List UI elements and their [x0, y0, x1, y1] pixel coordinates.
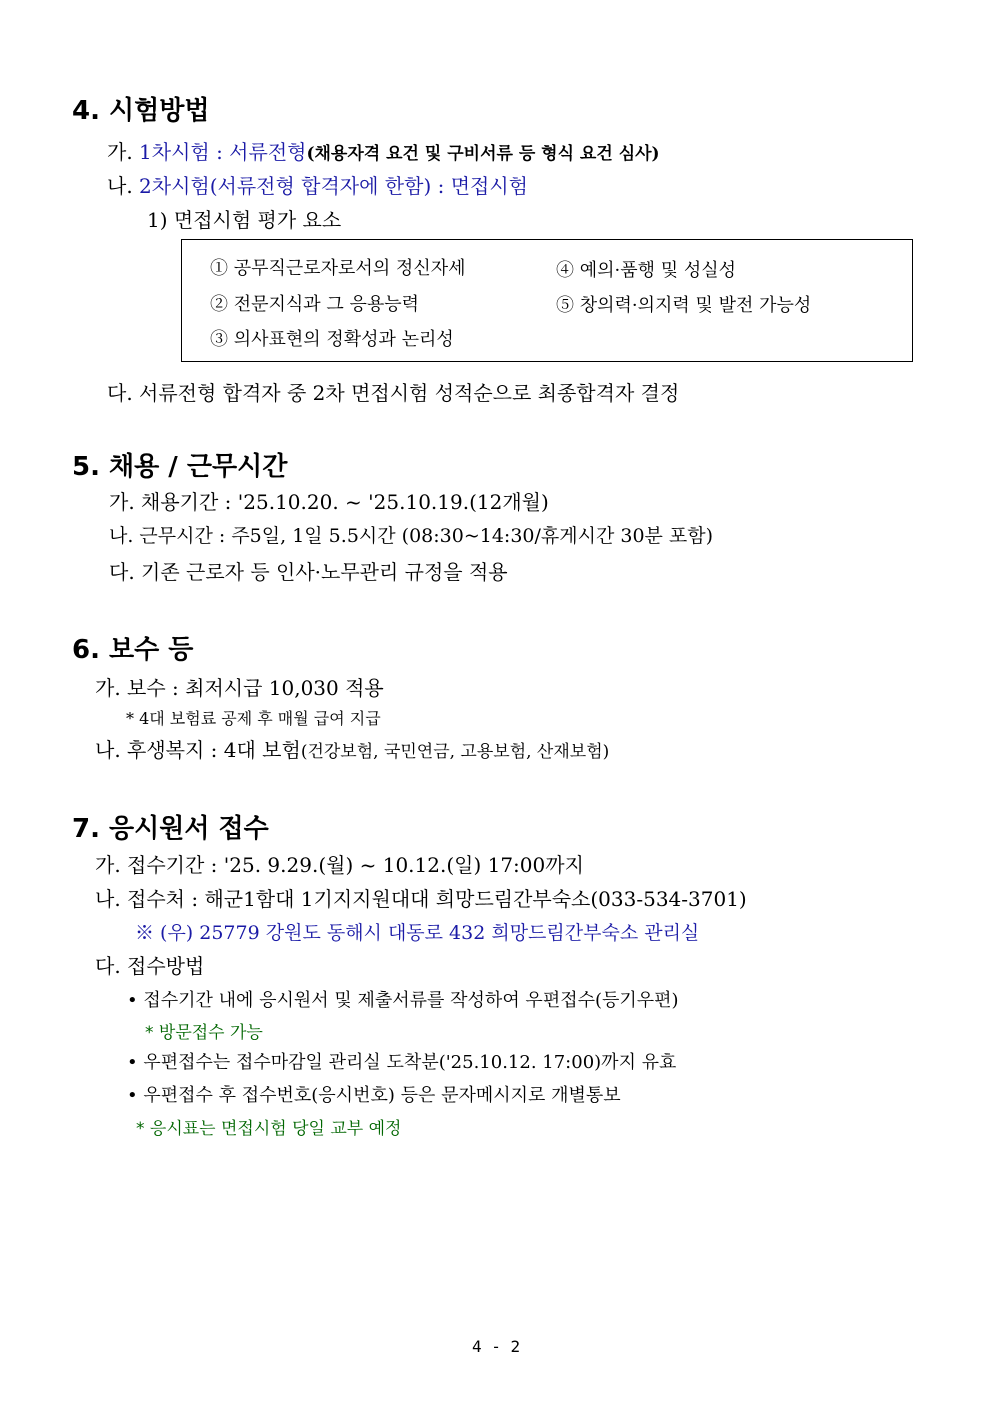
s7-bullet-3: • 우편접수 후 접수번호(응시번호) 등은 문자메시지로 개별통보 — [127, 1085, 621, 1106]
s4-na-prefix: 나. — [107, 174, 140, 198]
s4-na-text: 2차시험(서류전형 합격자에 한함) : 면접시험 — [139, 174, 528, 198]
s4-sub1: 1) 면접시험 평가 요소 — [147, 208, 342, 232]
s7-bullet-1-note: * 방문접수 가능 — [145, 1023, 263, 1043]
s5-item-na: 나. 근무시간 : 주5일, 1일 5.5시간 (08:30~14:30/휴게시간 30분 포함) — [109, 525, 714, 547]
criteria-item-2: ② 전문지식과 그 응용능력 — [210, 294, 420, 315]
criteria-item-3: ③ 의사표현의 정확성과 논리성 — [210, 329, 454, 350]
s7-bullet-2: • 우편접수는 접수마감일 관리실 도착분('25.10.12. 17:00)까지 유효 — [127, 1052, 677, 1073]
s7-na-note: ※ (우) 25779 강원도 동해시 대동로 432 희망드림간부숙소 관리실 — [135, 922, 700, 944]
s6-na-main: 나. 후생복지 : 4대 보험 — [95, 738, 301, 762]
s6-item-ga: 가. 보수 : 최저시급 10,030 적용 — [95, 676, 384, 700]
s4-ga-note: (채용자격 요건 및 구비서류 등 형식 요건 심사) — [306, 144, 660, 164]
s6-na-note: (건강보험, 국민연금, 고용보험, 산재보험) — [300, 742, 610, 762]
s4-item-da: 다. 서류전형 합격자 중 2차 면접시험 성적순으로 최종합격자 결정 — [107, 381, 680, 405]
criteria-item-1: ① 공무직근로자로서의 정신자세 — [210, 258, 466, 279]
s5-item-da: 다. 기존 근로자 등 인사·노무관리 규정을 적용 — [109, 560, 508, 584]
section-6-heading: 6. 보수 등 — [72, 635, 194, 665]
s6-item-na — [95, 734, 609, 763]
s7-bullet-3-note: * 응시표는 면접시험 당일 교부 예정 — [136, 1119, 402, 1139]
s4-ga-prefix: 가. — [107, 140, 140, 164]
s7-bullet-1: • 접수기간 내에 응시원서 및 제출서류를 작성하여 우편접수(등기우편) — [127, 990, 679, 1011]
s4-item-ga — [107, 136, 660, 165]
s4-ga-round: 1차시험 : 서류전형 — [139, 140, 307, 164]
s4-item-na — [107, 170, 528, 199]
s7-item-ga: 가. 접수기간 : '25. 9.29.(월) ~ 10.12.(일) 17:00까지 — [95, 853, 584, 877]
s5-item-ga: 가. 채용기간 : '25.10.20. ~ '25.10.19.(12개월) — [109, 490, 549, 514]
section-7-heading: 7. 응시원서 접수 — [72, 814, 269, 844]
section-5-heading: 5. 채용 / 근무시간 — [72, 452, 288, 482]
s7-item-na: 나. 접수처 : 해군1함대 1기지지원대대 희망드림간부숙소(033-534-3701) — [95, 887, 747, 911]
criteria-item-4: ④ 예의·품행 및 성실성 — [556, 260, 736, 281]
s7-item-da: 다. 접수방법 — [95, 954, 205, 978]
page-number: 4 - 2 — [472, 1337, 521, 1356]
criteria-item-5: ⑤ 창의력·의지력 및 발전 가능성 — [556, 295, 812, 316]
s6-ga-note: * 4대 보험료 공제 후 매월 급여 지급 — [126, 709, 381, 728]
section-4-heading: 4. 시험방법 — [72, 96, 210, 126]
